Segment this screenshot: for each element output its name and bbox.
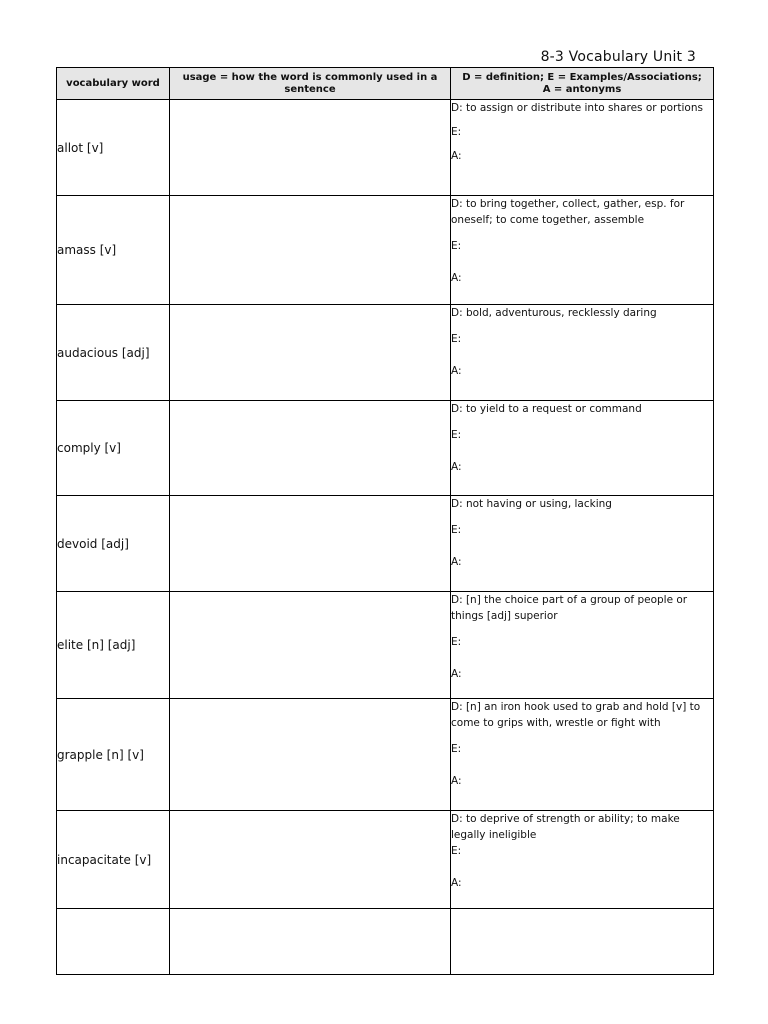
page-title: 8-3 Vocabulary Unit 3 xyxy=(540,49,696,65)
definition-text: D: not having or using, lacking xyxy=(451,498,612,510)
antonyms-label: A: xyxy=(451,272,462,284)
definition-cell xyxy=(451,699,714,811)
table-row xyxy=(57,496,714,592)
examples-label: E: xyxy=(451,636,462,648)
word-cell: devoid [adj] xyxy=(57,496,170,592)
table-header-row xyxy=(57,68,714,100)
table-row xyxy=(57,592,714,699)
definition-text: D: bold, adventurous, recklessly daring xyxy=(451,307,657,319)
antonyms-label: A: xyxy=(451,150,462,162)
usage-cell[interactable] xyxy=(170,592,451,699)
table-row xyxy=(57,699,714,811)
table-row xyxy=(57,811,714,909)
definition-cell-empty[interactable] xyxy=(451,909,714,975)
definition-cell xyxy=(451,401,714,496)
definition-cell xyxy=(451,496,714,592)
definition-text: D: to yield to a request or command xyxy=(451,403,642,415)
definition-cell xyxy=(451,592,714,699)
table-row xyxy=(57,305,714,401)
examples-label: E: xyxy=(451,524,462,536)
antonyms-label: A: xyxy=(451,877,462,889)
header-definitions-line1: D = definition; E = Examples/Associations; xyxy=(462,71,702,83)
examples-label: E: xyxy=(451,743,462,755)
definition-text: D: to assign or distribute into shares or portions xyxy=(451,102,703,114)
usage-cell[interactable] xyxy=(170,811,451,909)
header-usage: usage = how the word is commonly used in a sentence xyxy=(170,68,451,100)
definition-text: D: [n] the choice part of a group of people or things [adj] superior xyxy=(451,594,688,622)
table-row xyxy=(57,196,714,305)
header-vocabulary-word: vocabulary word xyxy=(57,68,170,100)
definition-cell xyxy=(451,305,714,401)
usage-cell[interactable] xyxy=(170,496,451,592)
header-definitions xyxy=(451,68,714,100)
examples-label: E: xyxy=(451,333,462,345)
word-cell-empty[interactable] xyxy=(57,909,170,975)
examples-label: E: xyxy=(451,126,462,138)
antonyms-label: A: xyxy=(451,668,462,680)
table-row-empty xyxy=(57,909,714,975)
word-cell: allot [v] xyxy=(57,100,170,196)
vocabulary-table xyxy=(56,67,714,975)
header-definitions-line2: A = antonyms xyxy=(542,83,622,95)
word-cell: comply [v] xyxy=(57,401,170,496)
definition-text: D: to bring together, collect, gather, esp. for oneself; to come together, assemble xyxy=(451,198,685,226)
antonyms-label: A: xyxy=(451,461,462,473)
usage-cell-empty[interactable] xyxy=(170,909,451,975)
word-cell: elite [n] [adj] xyxy=(57,592,170,699)
antonyms-label: A: xyxy=(451,775,462,787)
definition-text: D: to deprive of strength or ability; to make legally ineligible xyxy=(451,813,680,841)
usage-cell[interactable] xyxy=(170,305,451,401)
table-row xyxy=(57,401,714,496)
table-row xyxy=(57,100,714,196)
antonyms-label: A: xyxy=(451,556,462,568)
definition-cell xyxy=(451,811,714,909)
examples-label: E: xyxy=(451,845,462,857)
usage-cell[interactable] xyxy=(170,699,451,811)
examples-label: E: xyxy=(451,240,462,252)
usage-cell[interactable] xyxy=(170,100,451,196)
definition-cell xyxy=(451,100,714,196)
word-cell: amass [v] xyxy=(57,196,170,305)
definition-cell xyxy=(451,196,714,305)
word-cell: incapacitate [v] xyxy=(57,811,170,909)
antonyms-label: A: xyxy=(451,365,462,377)
definition-text: D: [n] an iron hook used to grab and hold [v] to come to grips with, wrestle or fight with xyxy=(451,701,701,729)
usage-cell[interactable] xyxy=(170,196,451,305)
examples-label: E: xyxy=(451,429,462,441)
usage-cell[interactable] xyxy=(170,401,451,496)
word-cell: grapple [n] [v] xyxy=(57,699,170,811)
word-cell: audacious [adj] xyxy=(57,305,170,401)
